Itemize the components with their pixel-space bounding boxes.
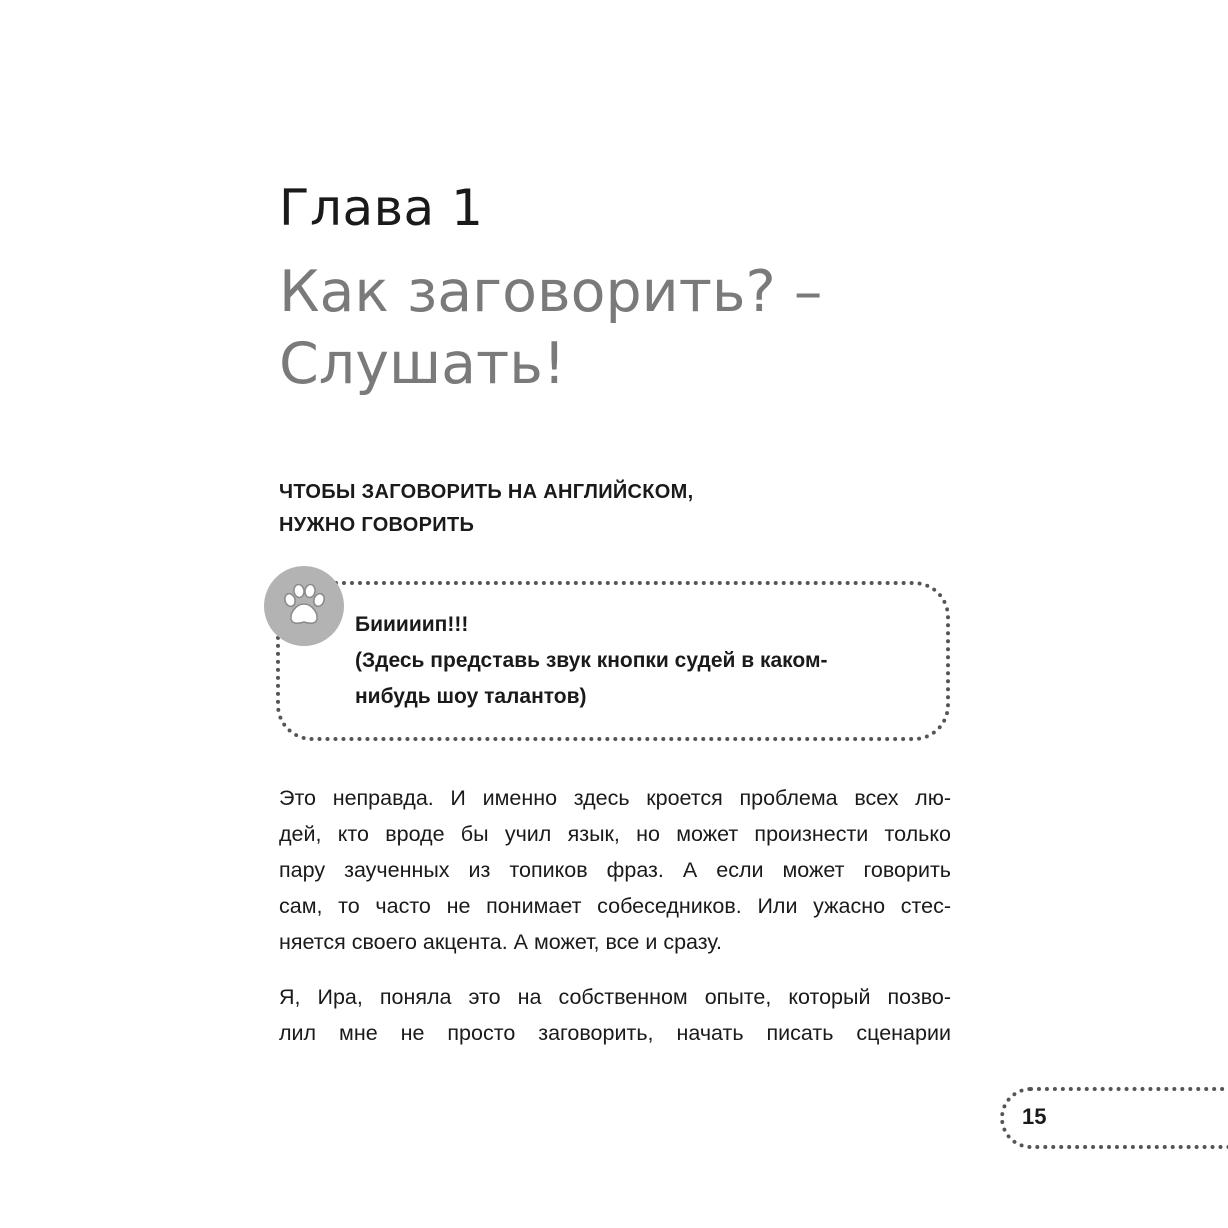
subheading-line: НУЖНО ГОВОРИТЬ	[279, 514, 475, 536]
chapter-title	[279, 256, 899, 400]
paragraph-line: няется своего акцента. А может, все и сразу.	[279, 930, 722, 954]
paragraph-line: пару заученных из топиков фраз. А если может говорить	[279, 858, 951, 882]
paw-badge	[264, 566, 344, 646]
chapter-title-line: Как заговорить? –	[279, 259, 823, 325]
section-subheading	[279, 476, 879, 542]
paragraph-line: сам, то часто не понимает собеседников. Или ужасно стес-	[279, 894, 951, 918]
chapter-title-line: Слушать!	[279, 331, 566, 397]
paragraph-line: Я, Ира, поняла это на собственном опыте, который позво-	[279, 985, 951, 1009]
page-number: 15	[1022, 1104, 1047, 1129]
paragraph-line: дей, кто вроде бы учил язык, но может произнести только	[279, 822, 951, 846]
callout-line: нибудь шоу талантов)	[355, 685, 587, 708]
chapter-label: Глава 1	[279, 179, 484, 237]
callout-text	[355, 607, 935, 715]
paragraph-line: Это неправда. И именно здесь кроется проблема всех лю-	[279, 786, 951, 810]
body-paragraph	[279, 780, 951, 960]
body-paragraph	[279, 979, 951, 1051]
paragraph-line: лил мне не просто заговорить, начать писать сценарии	[279, 1021, 951, 1045]
callout-line: (Здесь представь звук кнопки судей в каком-	[355, 649, 828, 672]
callout-line: Бииииип!!!	[355, 613, 469, 636]
paw-icon	[276, 578, 332, 634]
subheading-line: ЧТОБЫ ЗАГОВОРИТЬ НА АНГЛИЙСКОМ,	[279, 481, 694, 503]
